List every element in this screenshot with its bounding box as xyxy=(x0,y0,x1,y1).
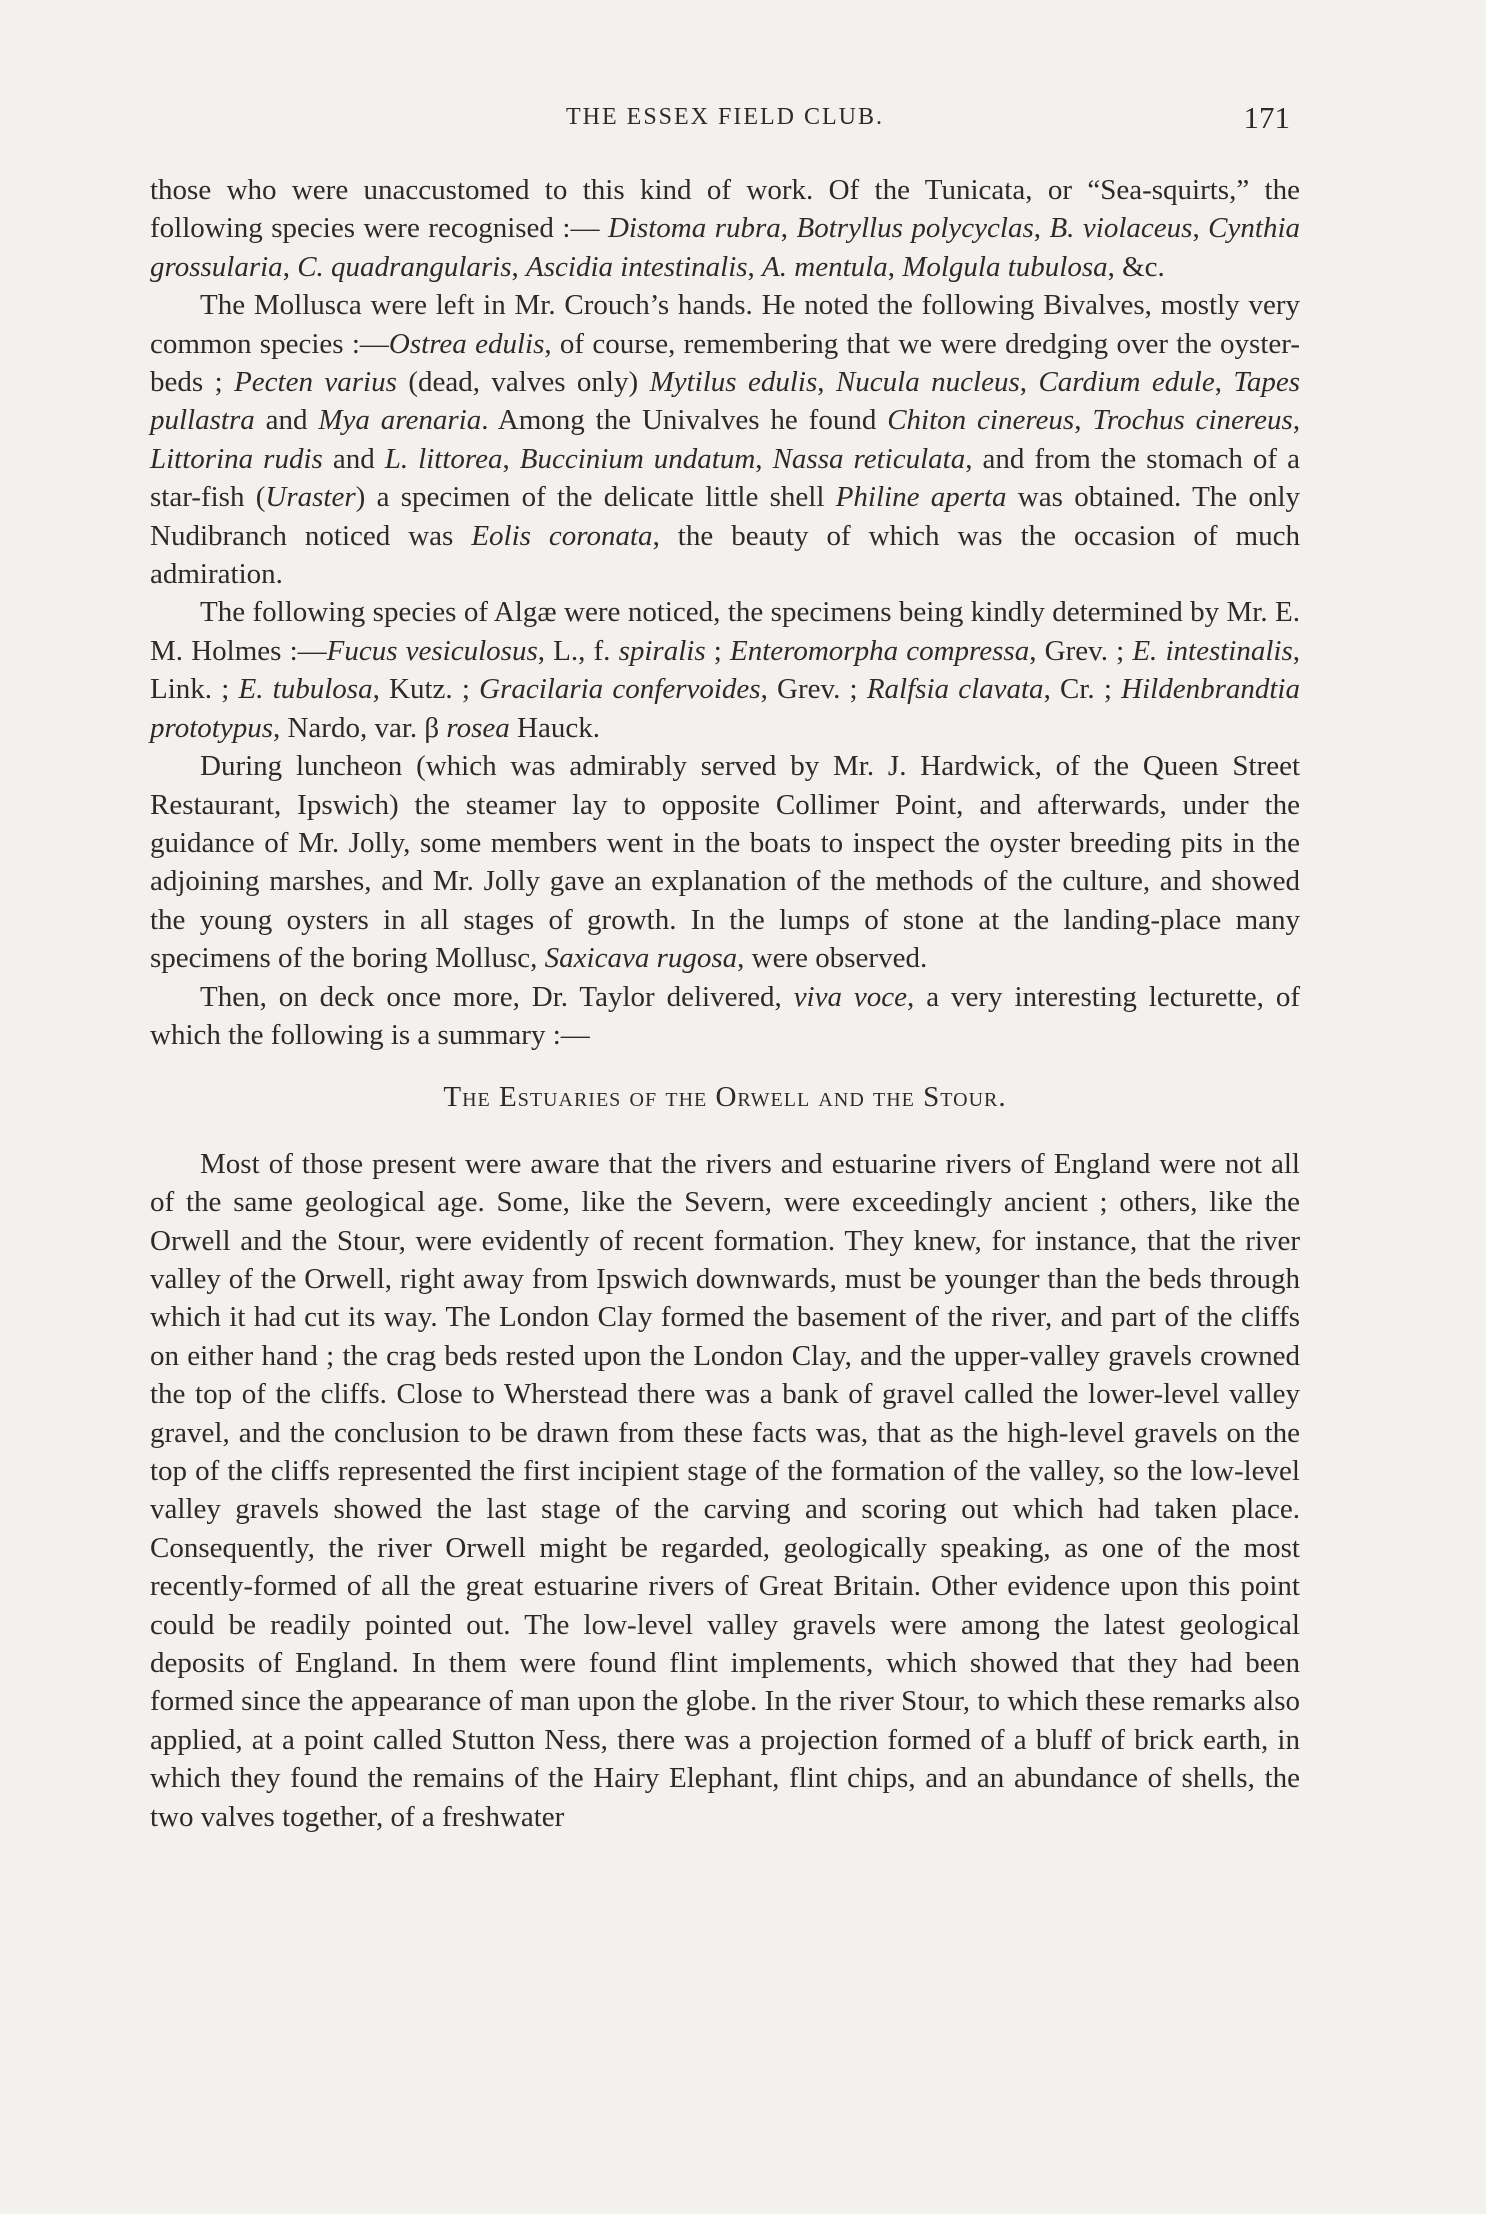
italic-term: viva voce xyxy=(793,980,908,1013)
italic-term: Cardium edule xyxy=(1038,366,1215,399)
page-number: 171 xyxy=(1243,100,1290,135)
italic-term: Eolis coronata xyxy=(471,519,653,552)
italic-term: Ascidia intestinalis xyxy=(526,250,748,283)
italic-term: Philine aperta xyxy=(835,481,1007,514)
running-head-title: THE ESSEX FIELD CLUB. xyxy=(566,104,884,130)
italic-term: Nucula nucleus xyxy=(835,366,1020,399)
italic-term: Littorina rudis xyxy=(150,442,323,475)
italic-term: Chiton cinereus xyxy=(887,404,1075,437)
italic-term: Molgula tubulosa xyxy=(902,250,1108,283)
paragraph-group-lecturette xyxy=(150,1145,1300,1836)
paragraph: The following species of Algæ were noticed, the specimens being kindly determined by Mr. E. M. Holmes :—Fucus vesiculosus, L., f. spiralis ; Enteromorpha compressa, Grev. ; E. intestinalis, Link. ; E. tubulosa, Kutz. ; Gracilaria confervoides, Grev. ; Ralfsia clavata, Cr. ; Hildenbrandtia prototypus, Nardo, var. β rosea Hauck. xyxy=(150,596,1300,744)
italic-term: Ostrea edulis xyxy=(388,327,545,360)
italic-term: Gracilaria confervoides xyxy=(479,673,761,706)
italic-term: Cynthia grossularia xyxy=(150,212,1301,283)
italic-term: Mytilus edulis xyxy=(649,366,818,399)
italic-term: Distoma rubra xyxy=(607,212,781,245)
section-heading: The Estuaries of the Orwell and the Stour. xyxy=(443,1081,1007,1114)
italic-term: Buccinium undatum xyxy=(519,442,756,475)
italic-term: C. quadrangularis xyxy=(297,250,512,283)
italic-term: Enteromorpha compressa xyxy=(730,634,1030,667)
italic-term: Fucus vesiculosus xyxy=(326,634,538,667)
italic-term: Pecten varius xyxy=(234,366,397,399)
italic-term: B. violaceus xyxy=(1049,212,1193,245)
italic-term: Mya arenaria xyxy=(318,404,482,437)
italic-term: E. tubulosa xyxy=(238,673,373,706)
italic-term: Hildenbrandtia prototypus xyxy=(150,673,1300,744)
paragraph: those who were unaccustomed to this kind of work. Of the Tunicata, or “Sea-squirts,” the following species were recognised :— Distoma rubra, Botryllus polycyclas, B. violaceus, Cynthia grossularia, C. quadrangularis, Ascidia intestinalis, A. mentula, Molgula tubulosa, &c. xyxy=(150,174,1301,283)
paragraph: The Mollusca were left in Mr. Crouch’s hands. He noted the following Bivalves, mostly very common species :—Ostrea edulis, of course, remembering that we were dredging over the oyster-beds ; Pecten varius (dead, valves only) Mytilus edulis, Nucula nucleus, Cardium edule, Tapes pullastra and Mya arenaria. Among the Univalves he found Chiton cinereus, Trochus cinereus, Littorina rudis and L. littorea, Buccinium undatum, Nassa reticulata, and from the stomach of a star-fish (Uraster) a specimen of the delicate little shell Philine aperta was obtained. The only Nudibranch noticed was Eolis coronata, the beauty of which was the occasion of much admiration. xyxy=(150,289,1301,591)
italic-term: Trochus cinereus xyxy=(1092,404,1293,437)
paragraph-group-field-notes xyxy=(150,171,1300,1054)
italic-term: spiralis xyxy=(618,634,706,667)
italic-term: L. littorea xyxy=(384,442,503,475)
paragraph: Most of those present were aware that the rivers and estuarine rivers of England were not all of the same geological age. Some, like the Severn, were exceedingly ancient ; others, like the Orwell and the Stour, were evidently of recent formation. They knew, for instance, that the river valley of the Orwell, right away from Ipswich downwards, must be younger than the beds through which it had cut its way. The London Clay formed the basement of the river, and part of the cliffs on either hand ; the crag beds rested upon the London Clay, and the upper-valley gravels crowned the top of the cliffs. Close to Wherstead there was a bank of gravel called the lower-level valley gravel, and the conclusion to be drawn from these facts was, that as the high-level gravels on the top of the cliffs represented the first incipient stage of the formation of the valley, so the low-level valley gravels showed the last stage of the carving and scoring out which had taken place. Consequently, the river Orwell might be regarded, geologically speaking, as one of the most recently-formed of all the great estuarine rivers of Great Britain. Other evidence upon this point could be readily pointed out. The low-level valley gravels were among the latest geological deposits of England. In them were found flint implements, which showed that they had been formed since the appearance of man upon the globe. In the river Stour, to which these remarks also applied, at a point called Stutton Ness, there was a projection formed of a bluff of brick earth, in which they found the remains of the Hairy Elephant, flint chips, and an abundance of shells, the two valves together, of a freshwater xyxy=(150,1147,1300,1833)
italic-term: Ralfsia clavata xyxy=(866,673,1044,706)
running-head xyxy=(150,96,1300,136)
italic-term: E. intestinalis xyxy=(1132,634,1293,667)
italic-term: Nassa reticulata xyxy=(772,442,966,475)
italic-term: Saxicava rugosa xyxy=(544,942,738,975)
italic-term: Uraster xyxy=(265,481,356,514)
italic-term: rosea xyxy=(446,711,510,744)
paragraph: Then, on deck once more, Dr. Taylor delivered, viva voce, a very interesting lecturette, of which the following is a summary :— xyxy=(150,980,1300,1051)
paragraph: During luncheon (which was admirably served by Mr. J. Hardwick, of the Queen Street Restaurant, Ipswich) the steamer lay to opposite Collimer Point, and afterwards, under the guidance of Mr. Jolly, some members went in the boats to inspect the oyster breeding pits in the adjoining marshes, and Mr. Jolly gave an explanation of the methods of the culture, and showed the young oysters in all stages of growth. In the lumps of stone at the landing-place many specimens of the boring Mollusc, Saxicava rugosa, were observed. xyxy=(150,750,1300,975)
italic-term: Tapes pullastra xyxy=(150,366,1301,437)
italic-term: A. mentula xyxy=(762,250,888,283)
italic-term: Botryllus polycyclas xyxy=(796,212,1034,245)
body-text xyxy=(150,171,1300,1836)
